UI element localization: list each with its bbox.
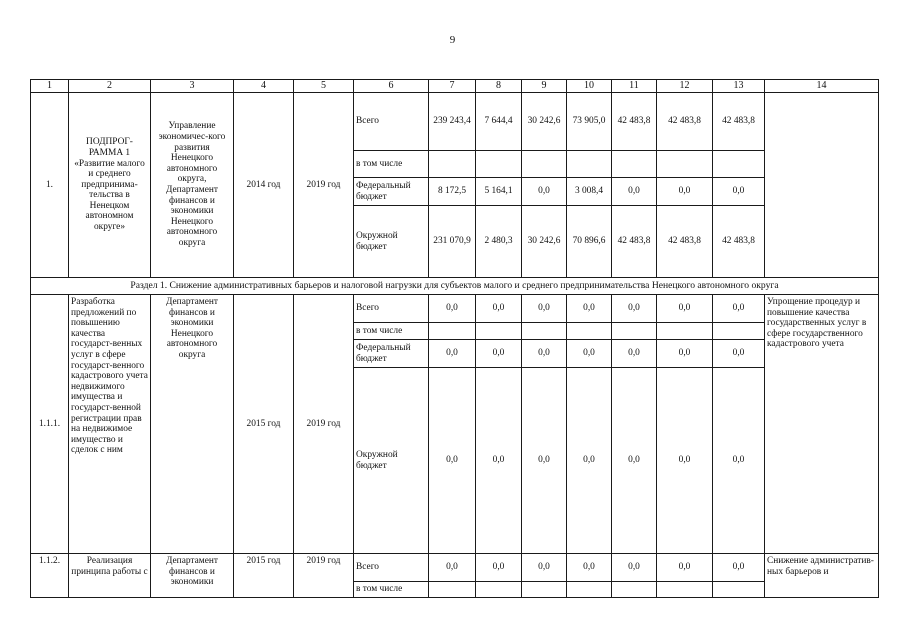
- value-cell: 231 070,9: [429, 206, 476, 278]
- end-year: 2019 год: [294, 295, 354, 554]
- value-cell: [429, 323, 476, 340]
- value-cell: 0,0: [522, 340, 567, 368]
- row-number: 1.1.2.: [31, 554, 69, 598]
- value-cell: 0,0: [657, 368, 713, 554]
- value-cell: 0,0: [612, 340, 657, 368]
- value-cell: 0,0: [713, 554, 765, 582]
- header-cell: 12: [657, 80, 713, 93]
- header-cell: 9: [522, 80, 567, 93]
- value-cell: 30 242,6: [522, 206, 567, 278]
- value-cell: 0,0: [567, 368, 612, 554]
- value-cell: [476, 323, 522, 340]
- value-cell: [429, 582, 476, 598]
- executor: Управление экономичес-кого развития Ненецкого автономного округа, Департамент финансов и экономики Ненецкого автономного округа: [151, 93, 234, 278]
- header-cell: 14: [765, 80, 879, 93]
- value-cell: 0,0: [612, 554, 657, 582]
- header-cell: 6: [354, 80, 429, 93]
- value-cell: 42 483,8: [713, 206, 765, 278]
- funding-label: Всего: [354, 93, 429, 151]
- value-cell: 2 480,3: [476, 206, 522, 278]
- value-cell: [476, 582, 522, 598]
- value-cell: [657, 151, 713, 178]
- program-table: [30, 79, 879, 598]
- funding-label: Окружной бюджет: [354, 206, 429, 278]
- value-cell: 42 483,8: [657, 93, 713, 151]
- executor: Департамент финансов и экономики: [151, 554, 234, 598]
- value-cell: 0,0: [522, 554, 567, 582]
- value-cell: [713, 151, 765, 178]
- value-cell: [612, 582, 657, 598]
- value-cell: 0,0: [567, 554, 612, 582]
- measure-name: ПОДПРОГ-РАММА 1 «Развитие малого и среднего предпринима-тельства в Ненецком автономном округе»: [69, 93, 151, 278]
- value-cell: 239 243,4: [429, 93, 476, 151]
- value-cell: 0,0: [429, 368, 476, 554]
- value-cell: 0,0: [713, 368, 765, 554]
- value-cell: 0,0: [657, 340, 713, 368]
- funding-label: Всего: [354, 554, 429, 582]
- row-number: 1.: [31, 93, 69, 278]
- funding-label: Окружной бюджет: [354, 368, 429, 554]
- funding-label: Всего: [354, 295, 429, 323]
- header-cell: 5: [294, 80, 354, 93]
- value-cell: 5 164,1: [476, 178, 522, 206]
- value-cell: [522, 151, 567, 178]
- value-cell: 0,0: [657, 554, 713, 582]
- value-cell: [567, 151, 612, 178]
- executor: Департамент финансов и экономики Ненецкого автономного округа: [151, 295, 234, 554]
- value-cell: 0,0: [476, 368, 522, 554]
- expected-result: [765, 93, 879, 278]
- value-cell: 0,0: [567, 340, 612, 368]
- value-cell: 0,0: [612, 368, 657, 554]
- header-cell: 11: [612, 80, 657, 93]
- value-cell: 0,0: [713, 295, 765, 323]
- value-cell: [612, 151, 657, 178]
- value-cell: [657, 323, 713, 340]
- value-cell: [567, 323, 612, 340]
- value-cell: 42 483,8: [612, 206, 657, 278]
- value-cell: 0,0: [476, 340, 522, 368]
- value-cell: 0,0: [476, 295, 522, 323]
- header-cell: 13: [713, 80, 765, 93]
- value-cell: 42 483,8: [657, 206, 713, 278]
- value-cell: 70 896,6: [567, 206, 612, 278]
- value-cell: 0,0: [567, 295, 612, 323]
- value-cell: [567, 582, 612, 598]
- section-title: Раздел 1. Снижение административных барьеров и налоговой нагрузки для субъектов малого и среднего предпринимательства Ненецкого автономного округа: [31, 278, 879, 295]
- table-row: [31, 93, 879, 151]
- value-cell: [522, 323, 567, 340]
- section-row: [31, 278, 879, 295]
- header-cell: 10: [567, 80, 612, 93]
- funding-label: в том числе: [354, 151, 429, 178]
- value-cell: 0,0: [429, 554, 476, 582]
- value-cell: 0,0: [713, 340, 765, 368]
- funding-label: в том числе: [354, 323, 429, 340]
- measure-name: Реализация принципа работы с: [69, 554, 151, 598]
- value-cell: [522, 582, 567, 598]
- value-cell: 0,0: [657, 178, 713, 206]
- expected-result: Снижение административ-ных барьеров и: [765, 554, 879, 598]
- measure-name: Разработка предложений по повышению качества государст-венных услуг в сфере государст-венного кадастрового учета недвижимого имущества и государст-венной регистрации прав на недвижимое имущество и сделок с ним: [69, 295, 151, 554]
- value-cell: 0,0: [522, 178, 567, 206]
- header-cell: 4: [234, 80, 294, 93]
- value-cell: 3 008,4: [567, 178, 612, 206]
- value-cell: 0,0: [476, 554, 522, 582]
- value-cell: 42 483,8: [612, 93, 657, 151]
- value-cell: 73 905,0: [567, 93, 612, 151]
- table-row: [31, 295, 879, 323]
- value-cell: 0,0: [612, 178, 657, 206]
- row-number: 1.1.1.: [31, 295, 69, 554]
- start-year: 2014 год: [234, 93, 294, 278]
- value-cell: 8 172,5: [429, 178, 476, 206]
- value-cell: [657, 582, 713, 598]
- value-cell: 0,0: [429, 340, 476, 368]
- value-cell: [612, 323, 657, 340]
- table-row: [31, 554, 879, 582]
- end-year: 2019 год: [294, 554, 354, 598]
- value-cell: 0,0: [657, 295, 713, 323]
- value-cell: 0,0: [522, 295, 567, 323]
- value-cell: [429, 151, 476, 178]
- value-cell: [476, 151, 522, 178]
- value-cell: 42 483,8: [713, 93, 765, 151]
- start-year: 2015 год: [234, 554, 294, 598]
- funding-label: Федеральный бюджет: [354, 340, 429, 368]
- header-cell: 7: [429, 80, 476, 93]
- page-number: 9: [449, 34, 456, 46]
- header-cell: 2: [69, 80, 151, 93]
- value-cell: 7 644,4: [476, 93, 522, 151]
- header-row: [31, 80, 879, 93]
- value-cell: [713, 323, 765, 340]
- value-cell: 0,0: [713, 178, 765, 206]
- value-cell: 0,0: [522, 368, 567, 554]
- value-cell: 0,0: [612, 295, 657, 323]
- header-cell: 8: [476, 80, 522, 93]
- start-year: 2015 год: [234, 295, 294, 554]
- header-cell: 3: [151, 80, 234, 93]
- expected-result: Упрощение процедур и повышение качества государственных услуг в сфере государственного кадастрового учета: [765, 295, 879, 554]
- funding-label: в том числе: [354, 582, 429, 598]
- end-year: 2019 год: [294, 93, 354, 278]
- value-cell: [713, 582, 765, 598]
- value-cell: 0,0: [429, 295, 476, 323]
- header-cell: 1: [31, 80, 69, 93]
- funding-label: Федеральный бюджет: [354, 178, 429, 206]
- value-cell: 30 242,6: [522, 93, 567, 151]
